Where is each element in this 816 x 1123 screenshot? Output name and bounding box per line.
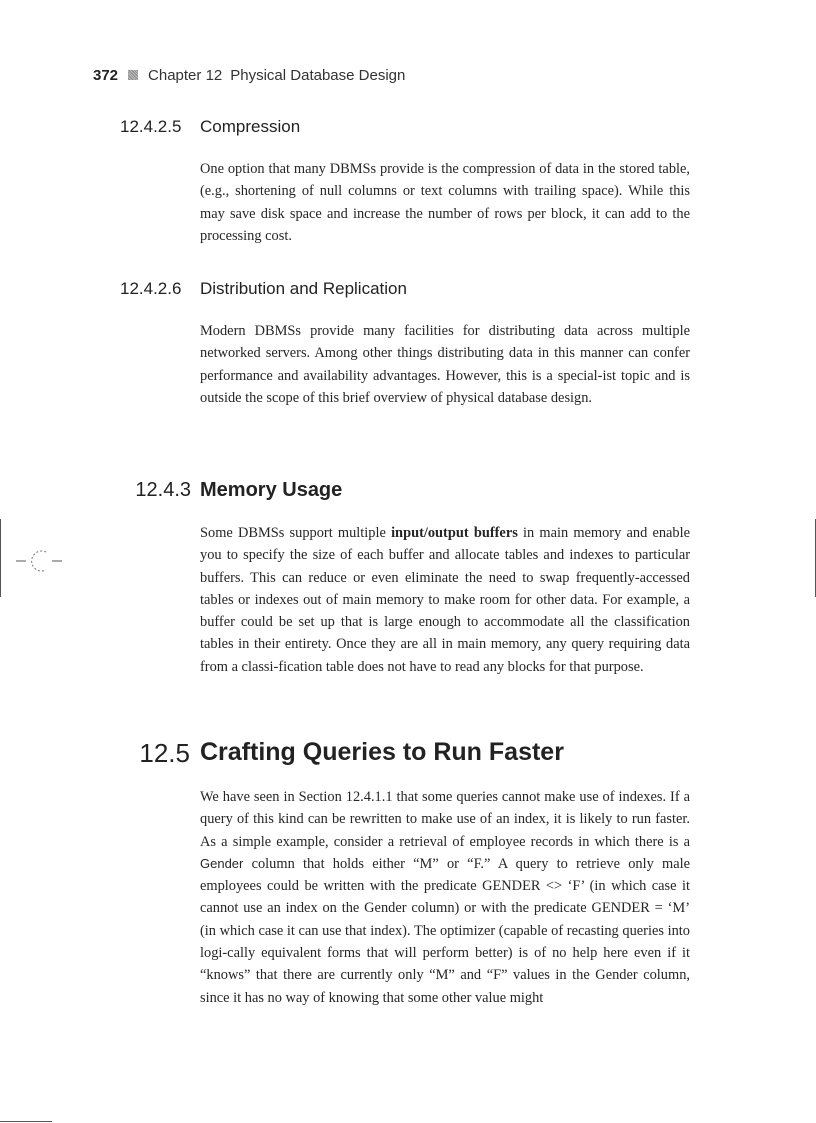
running-header bbox=[93, 64, 405, 86]
section-heading-compression bbox=[120, 117, 300, 137]
section-title: Memory Usage bbox=[200, 479, 343, 501]
section-number: 12.4.2.6 bbox=[120, 279, 182, 298]
section-number: 12.4.2.5 bbox=[120, 117, 182, 136]
section-title: Distribution and Replication bbox=[200, 279, 407, 298]
crop-mark-bottom bbox=[0, 1121, 52, 1122]
chapter-label: Chapter 12 bbox=[148, 66, 223, 84]
section-heading-memory-usage bbox=[135, 479, 343, 502]
paragraph-crafting-queries bbox=[200, 786, 690, 1009]
section-number: 12.5 bbox=[139, 738, 190, 768]
text-run: Some DBMSs support multiple bbox=[200, 525, 392, 541]
header-square-icon bbox=[128, 70, 138, 80]
bold-term: input/output buffers bbox=[391, 525, 518, 541]
paragraph-compression: One option that many DBMSs provide is the compression of data in the stored table, (e.g., shortening of null columns or text columns with trailing space). While this may save disk space and increase the number of rows per block, it can add to the processing cost. bbox=[200, 161, 690, 244]
crop-mark-left bbox=[0, 519, 1, 597]
column-name-term: Gender bbox=[200, 855, 244, 871]
page-number: 372 bbox=[93, 66, 119, 84]
section-number: 12.4.3 bbox=[135, 479, 191, 501]
section-heading-distribution bbox=[120, 279, 407, 299]
registration-mark-icon bbox=[16, 548, 62, 574]
section-title: Crafting Queries to Run Faster bbox=[200, 738, 564, 766]
section-title: Compression bbox=[200, 117, 301, 136]
chapter-title: Physical Database Design bbox=[230, 66, 406, 84]
paragraph-distribution: Modern DBMSs provide many facilities for distributing data across multiple networked servers. Among other things distributing data in this manner can confer performance and availability advantages. However, this is a special-ist topic and is outside the scope of this brief overview of physical database design. bbox=[200, 323, 690, 406]
paragraph-memory-usage bbox=[200, 522, 690, 678]
text-run: in main memory and enable you to specify the size of each buffer and allocate tables and indexes to particular buffers. This can reduce or even eliminate the need to swap frequently-accessed tables or indexes out of main memory to make room for other data. For example, a buffer could be set up that is large enough to accommodate all the classification tables in their entirety. Once they are all in main memory, any query requiring data from a classi-fication table does not have to read any blocks for that purpose. bbox=[200, 525, 690, 675]
text-run: We have seen in Section 12.4.1.1 that some queries cannot make use of indexes. If a query of this kind can be rewritten to make use of an index, it is likely to run faster. As a simple example, consider a retrieval of employee records in which there is a bbox=[200, 789, 690, 850]
text-run: column that holds either “M” or “F.” A query to retrieve only male employees could be written with the predicate GENDER <> ‘F’ (in which case it cannot use an index on the Gender column) or with the predicate GENDER = ‘M’ (in which case it can use that index). The optimizer (capable of recasting queries into logi-cally equivalent forms that will perform better) is of no help here even if it “knows” that there are currently only “M” and “F” values in the Gender column, since it has no way of knowing that some other value might bbox=[200, 855, 690, 1006]
section-heading-crafting-queries bbox=[139, 738, 564, 768]
